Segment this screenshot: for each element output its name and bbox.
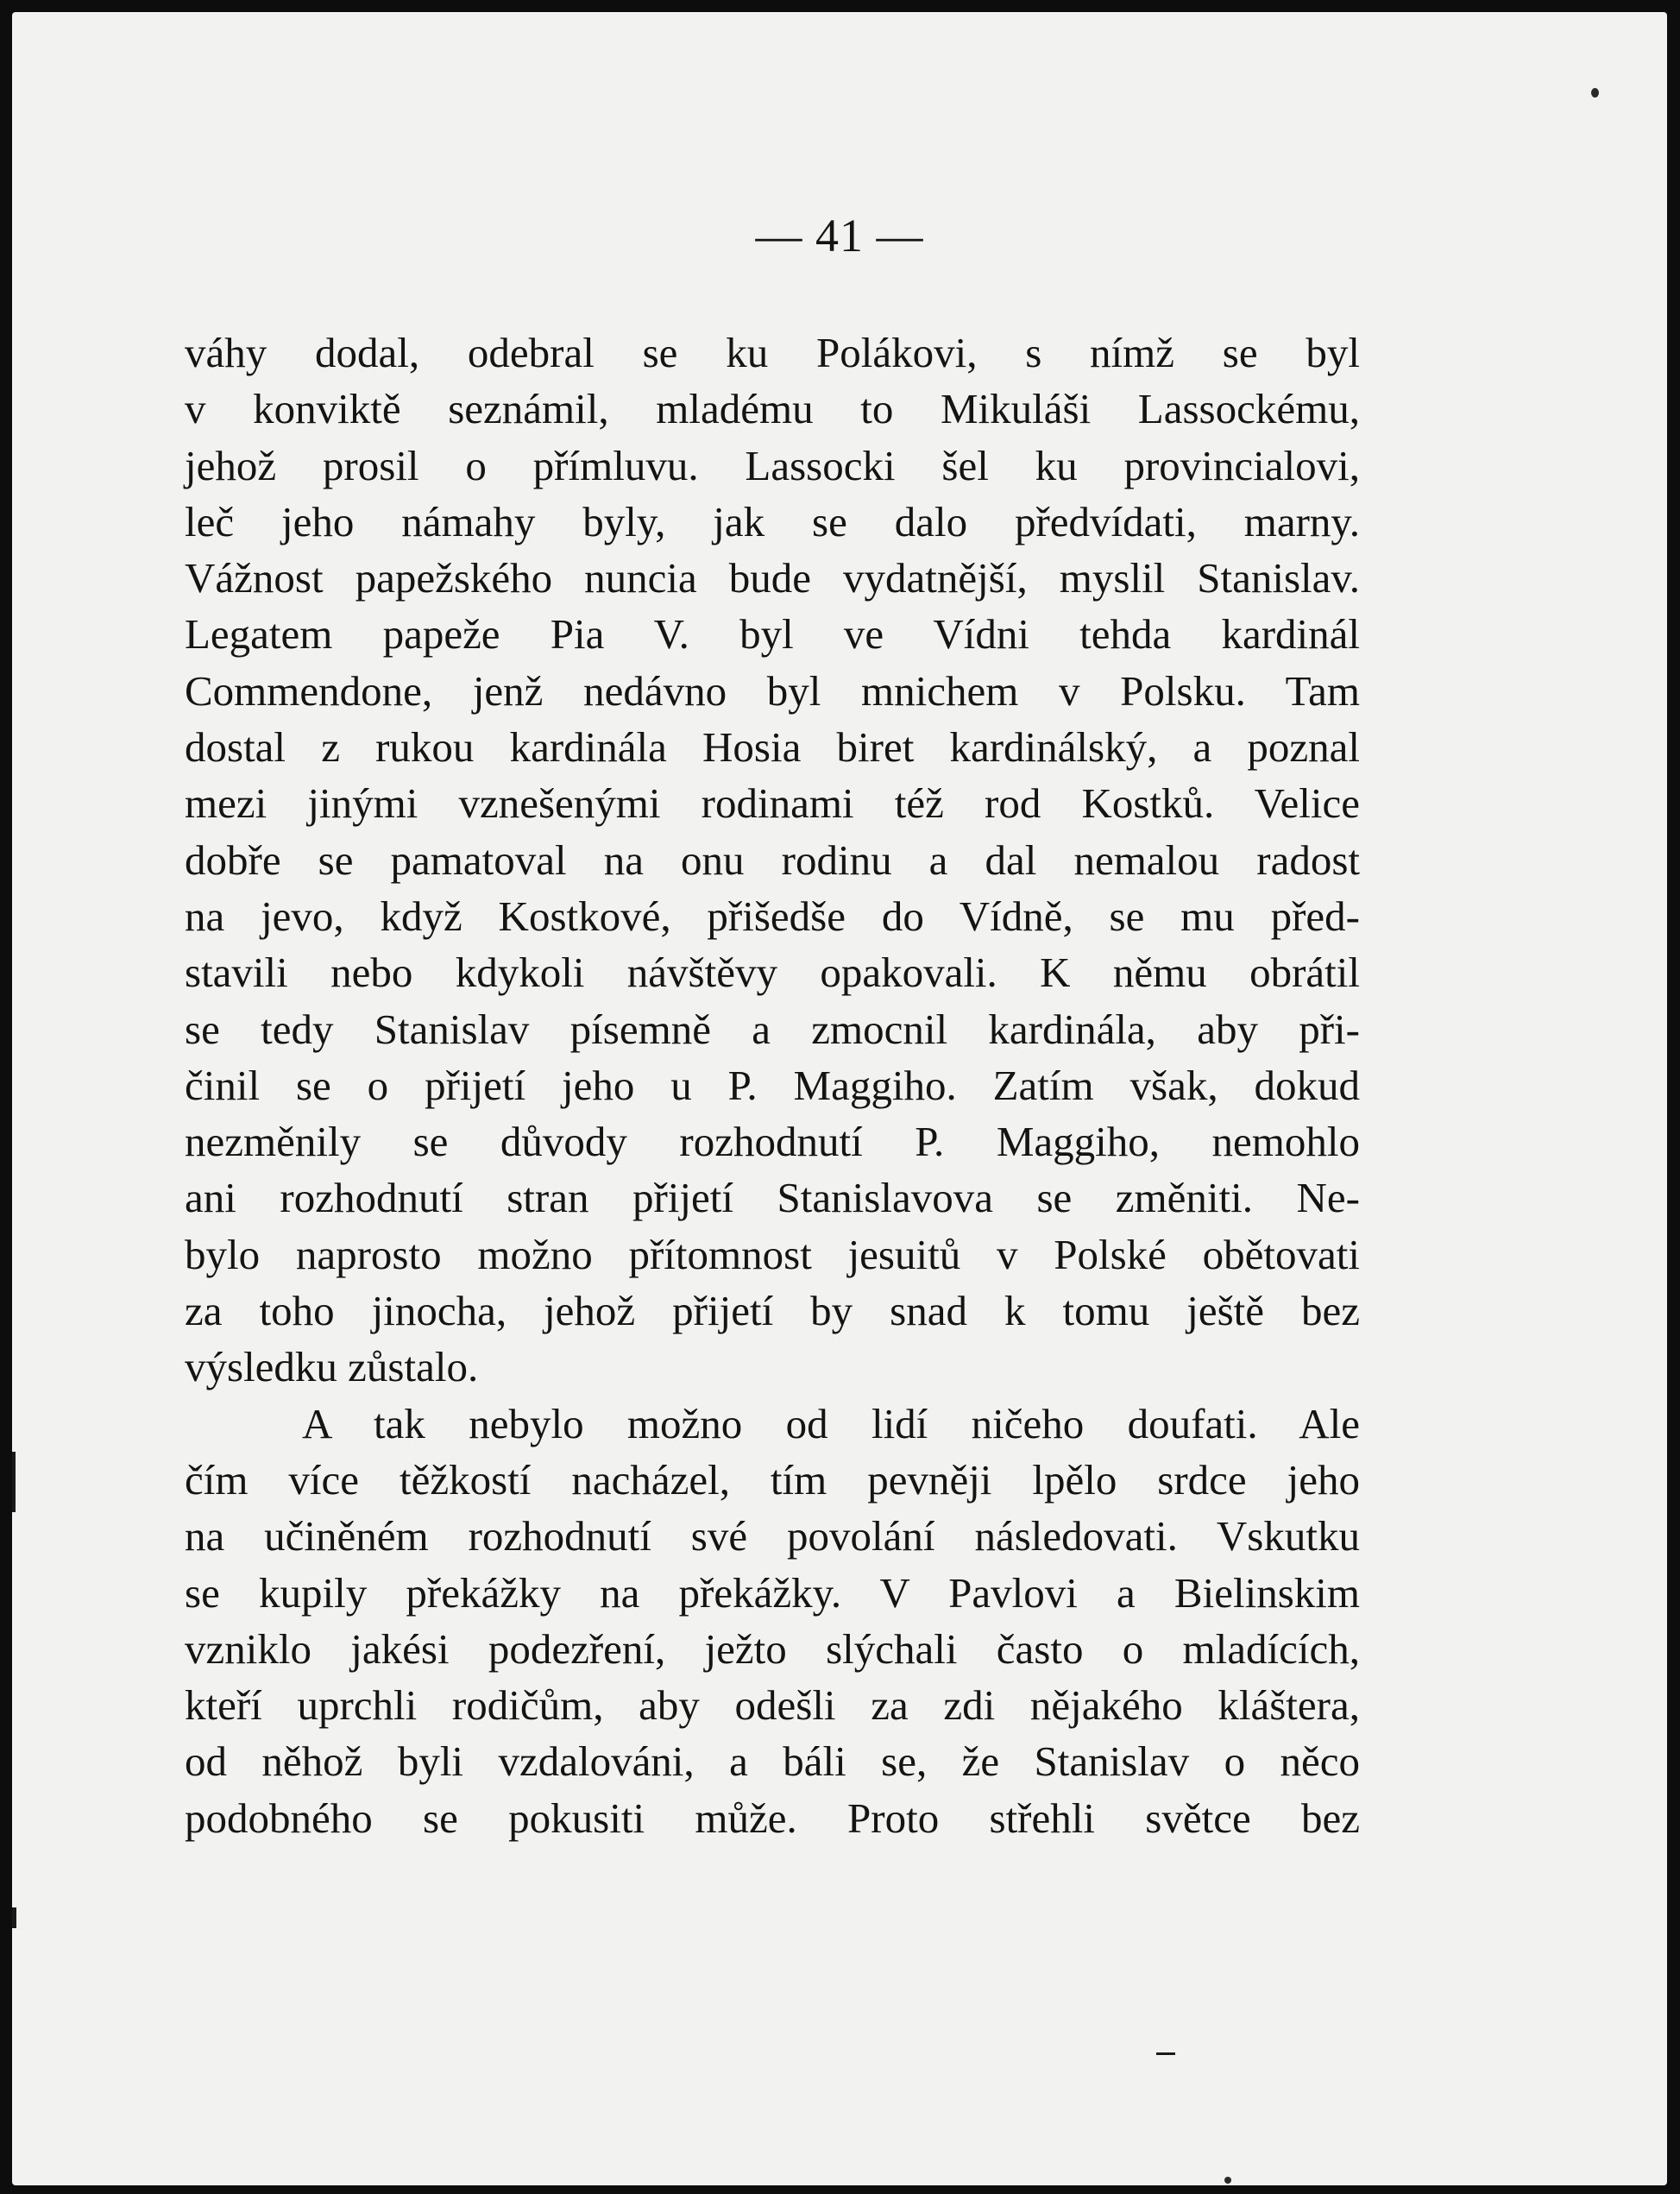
text-line: Legatem papeže Pia V. byl ve Vídni tehda kardinál xyxy=(185,610,1360,659)
text-line: podobného se pokusiti může. Proto střehli světce bez xyxy=(185,1794,1360,1842)
paragraph-1 xyxy=(185,325,1360,1396)
text-line: se kupily překážky na překážky. V Pavlovi a Bielinskim xyxy=(185,1568,1360,1617)
text-line: vzniklo jakési podezření, ježto slýchali často o mladících, xyxy=(185,1624,1360,1673)
text-line: za toho jinocha, jehož přijetí by snad k tomu ještě bez xyxy=(185,1287,1360,1335)
paragraph-2 xyxy=(185,1396,1360,1846)
text-line: výsledku zůstalo. xyxy=(185,1343,479,1391)
text-line: dostal z rukou kardinála Hosia biret kardinálský, a poznal xyxy=(185,723,1360,772)
text-line: A tak nebylo možno od lidí ničeho doufati. Ale xyxy=(302,1399,1360,1447)
text-line: na učiněném rozhodnutí své povolání následovati. Vskutku xyxy=(185,1512,1360,1560)
text-line: od něhož byli vzdalováni, a báli se, že Stanislav o něco xyxy=(185,1737,1360,1786)
scan-edge-mark xyxy=(12,1452,16,1512)
text-line: činil se o přijetí jeho u P. Maggiho. Zatím však, dokud xyxy=(185,1061,1360,1109)
book-page xyxy=(12,12,1667,2185)
scan-edge-mark xyxy=(1156,2052,1175,2055)
text-line: kteří uprchli rodičům, aby odešli za zdi nějakého kláštera, xyxy=(185,1681,1360,1730)
text-line: jehož prosil o přímluvu. Lassocki šel ku provincialovi, xyxy=(185,441,1360,489)
scan-speck xyxy=(1591,88,1599,98)
text-line: dobře se pamatoval na onu rodinu a dal nemalou radost xyxy=(185,835,1360,884)
text-line: Vážnost papežského nuncia bude vydatnější, myslil Stanislav. xyxy=(185,554,1360,602)
text-line: nezměnily se důvody rozhodnutí P. Maggiho, nemohlo xyxy=(185,1118,1360,1166)
text-line: ani rozhodnutí stran přijetí Stanislavova se změniti. Ne- xyxy=(185,1174,1360,1222)
scan-speck xyxy=(1224,2177,1231,2184)
text-line: leč jeho námahy byly, jak se dalo předvídati, marny. xyxy=(185,497,1360,545)
page-number: — 41 — xyxy=(755,210,924,262)
text-line: Commendone, jenž nedávno byl mnichem v Polsku. Tam xyxy=(185,666,1360,715)
text-line: bylo naprosto možno přítomnost jesuitů v Polské obětovati xyxy=(185,1230,1360,1278)
text-line: váhy dodal, odebral se ku Polákovi, s nímž se byl xyxy=(185,329,1360,376)
text-line: mezi jinými vznešenými rodinami též rod Kostků. Velice xyxy=(185,779,1360,828)
scan-edge-mark xyxy=(12,1907,16,1928)
body-text xyxy=(185,325,1360,1846)
text-line: čím více těžkostí nacházel, tím pevněji lpělo srdce jeho xyxy=(185,1455,1360,1504)
text-line: v konviktě seznámil, mladému to Mikuláši Lassockému, xyxy=(185,385,1360,433)
text-line: stavili nebo kdykoli návštěvy opakovali. K němu obrátil xyxy=(185,949,1360,997)
text-line: se tedy Stanislav písemně a zmocnil kardinála, aby při- xyxy=(185,1005,1360,1053)
text-line: na jevo, když Kostkové, přišedše do Vídně, se mu před- xyxy=(185,892,1360,940)
